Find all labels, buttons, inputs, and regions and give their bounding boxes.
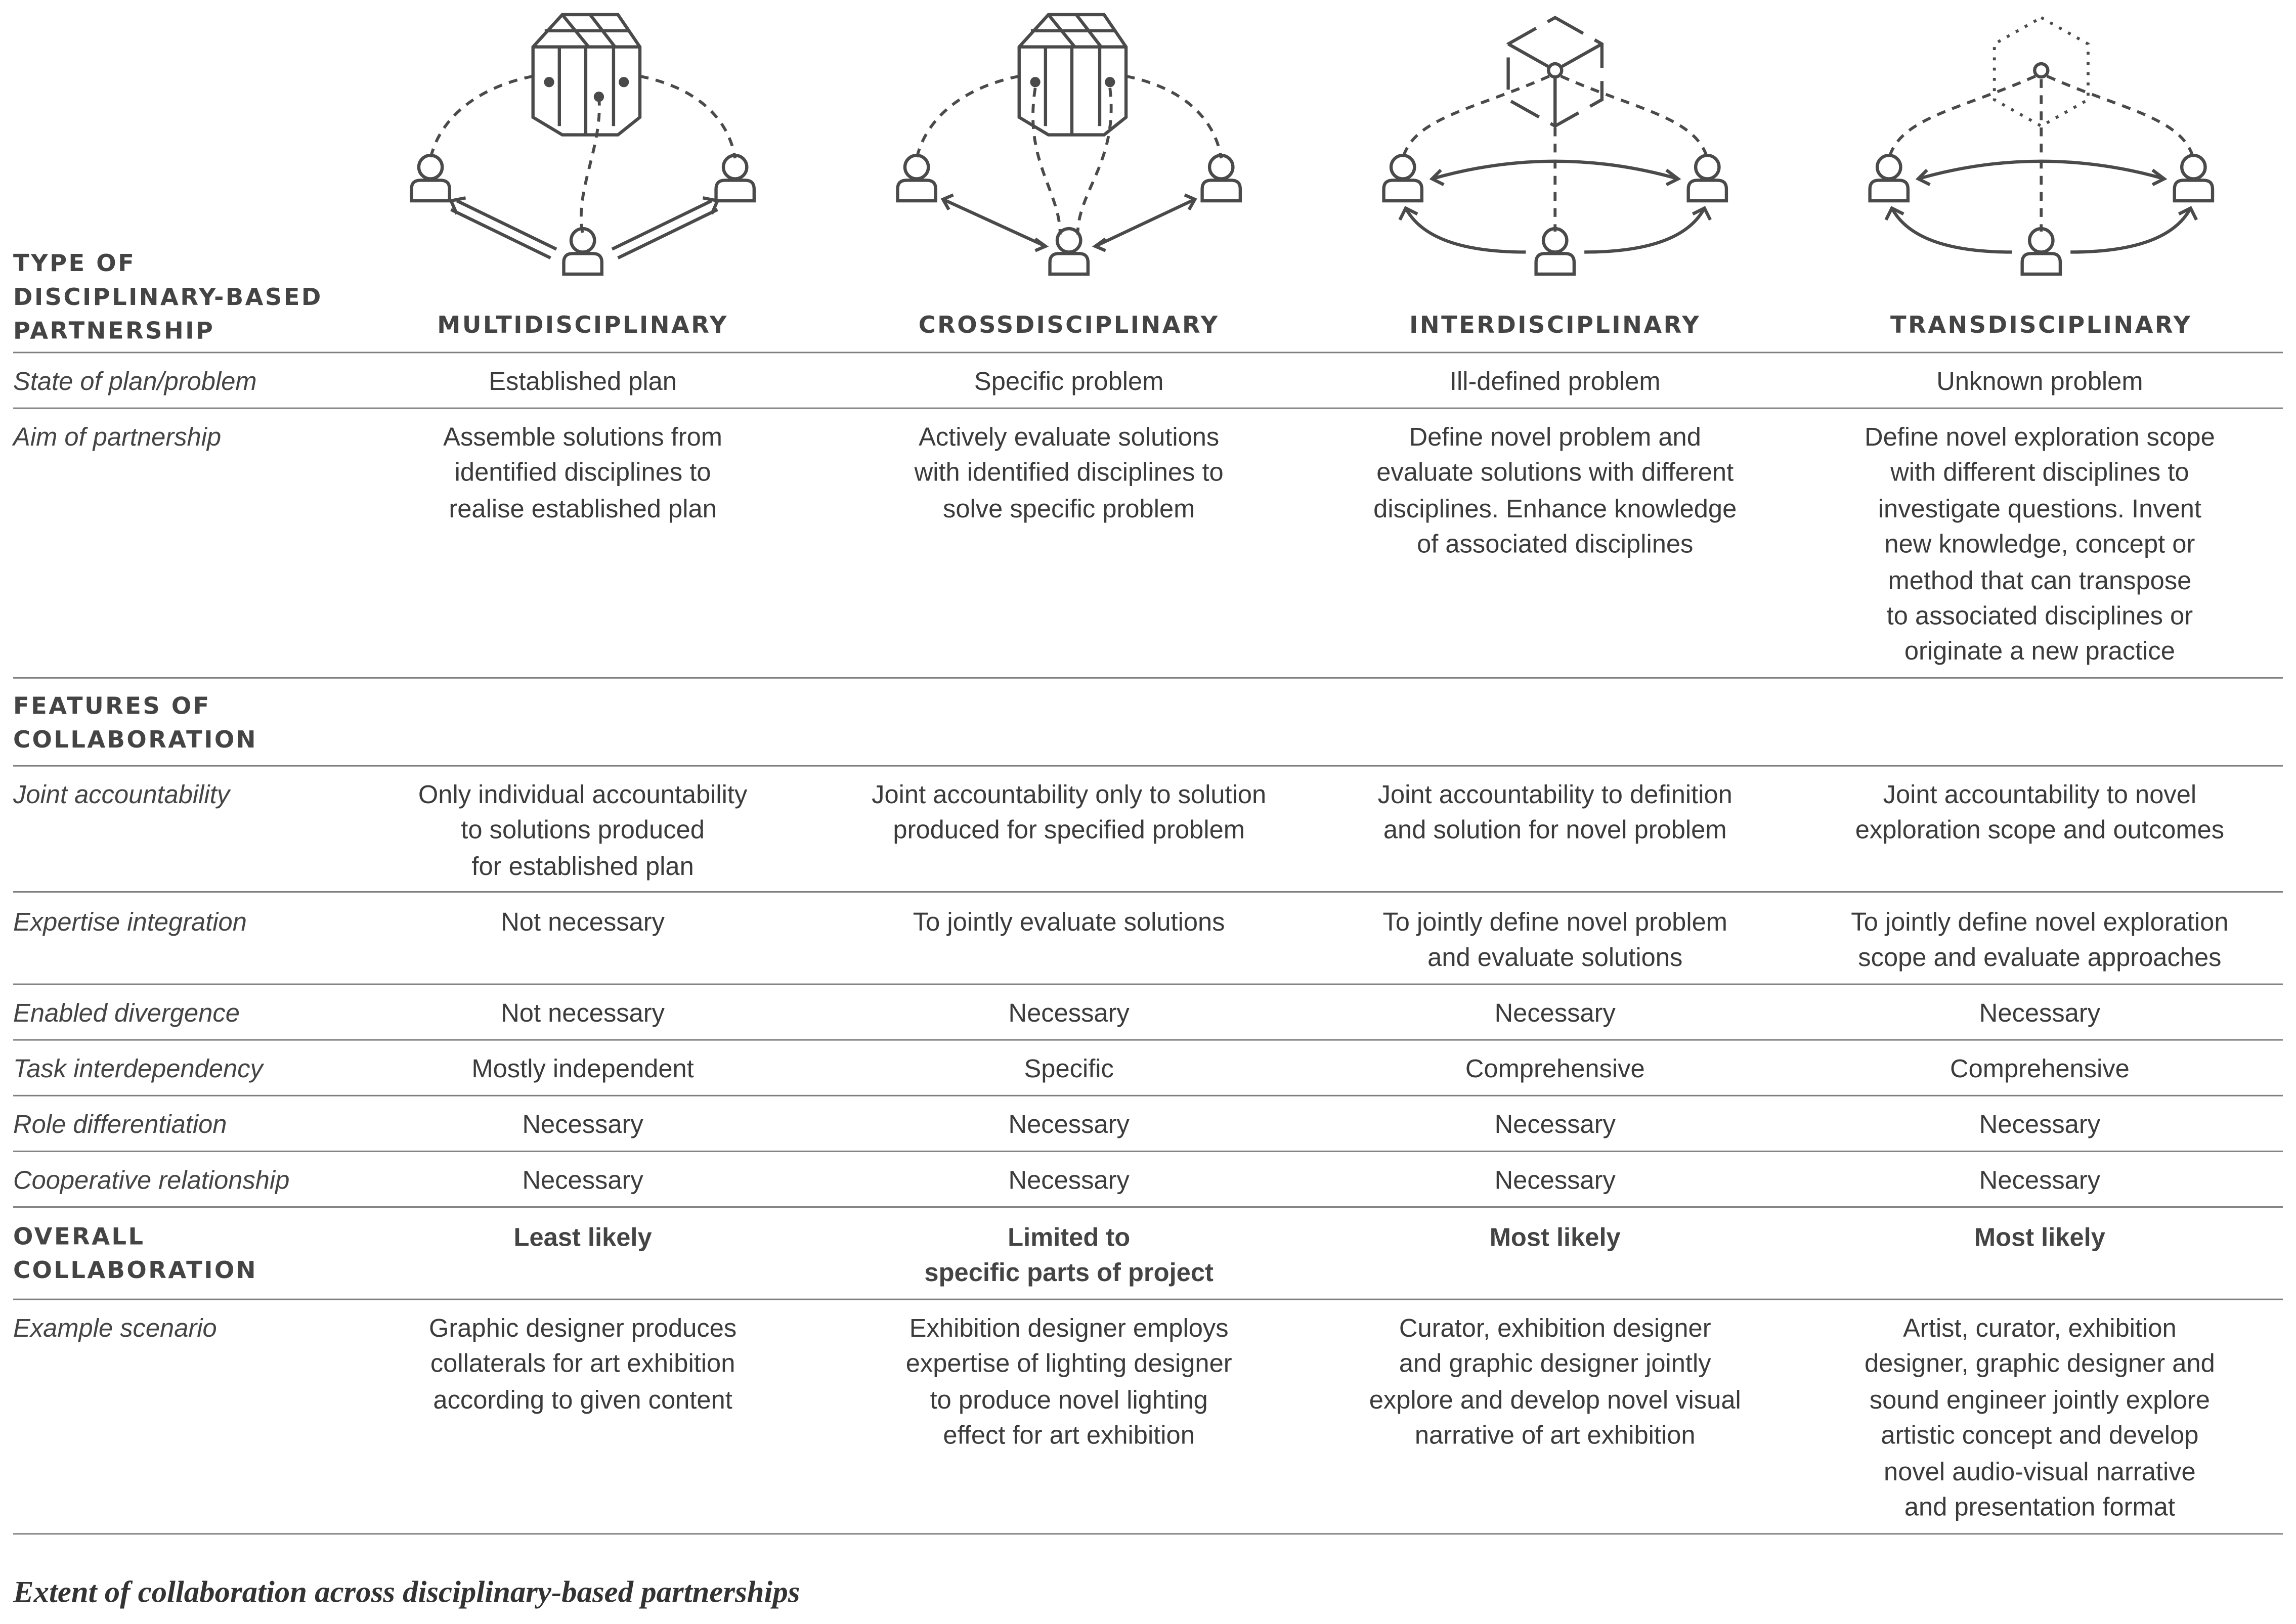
divider <box>13 352 2283 354</box>
cell: Most likely <box>1974 1222 2105 1252</box>
row-label-state: State of plan/problem <box>13 366 257 396</box>
row-label-aim: Aim of partnership <box>13 422 222 452</box>
crossdisciplinary-icon <box>884 0 1253 290</box>
cell: Curator, exhibition designer and graphic designer jointly explore and develop novel visual narrative of art exhibition <box>1369 1313 1741 1450</box>
cell: Necessary <box>1979 1165 2101 1195</box>
cell: Necessary <box>1979 998 2101 1028</box>
cell: Necessary <box>1979 1109 2101 1139</box>
type-of-partnership-heading: TYPE OF DISCIPLINARY-BASED PARTNERSHIP <box>13 249 323 345</box>
multidisciplinary-icon <box>398 0 767 290</box>
cell: Assemble solutions from identified disciplines to realise established plan <box>443 422 723 523</box>
cell: To jointly define novel problem and evaluate solutions <box>1382 907 1727 973</box>
cell: Necessary <box>1494 1165 1616 1195</box>
cell: Specific <box>1024 1054 1114 1083</box>
column-heading-transdisciplinary: TRANSDISCIPLINARY <box>1890 311 2192 339</box>
cell: Artist, curator, exhibition designer, graphic designer and sound engineer jointly explore artistic concept and develop novel audio-visual narrative and presentation format <box>1864 1313 2215 1522</box>
divider <box>13 1533 2283 1534</box>
row-label-cooperative-relationship: Cooperative relationship <box>13 1165 290 1195</box>
cell: Most likely <box>1489 1222 1621 1252</box>
divider <box>13 765 2283 767</box>
row-label-example-scenario: Example scenario <box>13 1313 217 1343</box>
features-of-collaboration-heading: FEATURES OF COLLABORATION <box>13 691 258 754</box>
cell: Only individual accountability to solutions produced for established plan <box>418 779 748 881</box>
cell: Least likely <box>513 1222 652 1252</box>
cell: Define novel exploration scope with different disciplines to investigate questions. Invent new knowledge, concept or method that can transpose to associated disciplines or originate a new practice <box>1864 422 2215 666</box>
cell: Joint accountability to novel exploration scope and outcomes <box>1855 779 2225 845</box>
cell: Not necessary <box>501 998 665 1028</box>
cell: Unknown problem <box>1936 366 2143 396</box>
transdisciplinary-icon <box>1857 0 2226 290</box>
divider <box>13 677 2283 679</box>
cell: Limited to specific parts of project <box>924 1222 1214 1288</box>
row-label-joint-accountability: Joint accountability <box>13 779 230 809</box>
overall-collaboration-heading: OVERALL COLLABORATION <box>13 1222 258 1284</box>
row-label-role-differentiation: Role differentiation <box>13 1109 227 1139</box>
column-heading-crossdisciplinary: CROSSDISCIPLINARY <box>918 311 1220 339</box>
interdisciplinary-icon <box>1371 0 1740 290</box>
divider <box>13 1206 2283 1208</box>
cell: Necessary <box>1494 998 1616 1028</box>
cell: Necessary <box>522 1165 643 1195</box>
cell: Joint accountability only to solution produced for specified problem <box>872 779 1267 845</box>
cell: To jointly evaluate solutions <box>913 907 1225 937</box>
divider <box>13 891 2283 893</box>
cell: Graphic designer produces collaterals for art exhibition according to given content <box>428 1313 737 1415</box>
cell: Specific problem <box>974 366 1164 396</box>
column-heading-multidisciplinary: MULTIDISCIPLINARY <box>437 311 728 339</box>
cell: Necessary <box>1008 1109 1130 1139</box>
row-label-task-interdependency: Task interdependency <box>13 1054 263 1083</box>
cell: Exhibition designer employs expertise of lighting designer to produce novel lighting effect for art exhibition <box>905 1313 1232 1450</box>
cell: Ill-defined problem <box>1449 366 1661 396</box>
column-heading-interdisciplinary: INTERDISCIPLINARY <box>1409 311 1701 339</box>
cell: Established plan <box>489 366 677 396</box>
cell: Necessary <box>1494 1109 1616 1139</box>
cell: Comprehensive <box>1950 1054 2130 1083</box>
divider <box>13 1299 2283 1300</box>
divider <box>13 984 2283 985</box>
cell: Necessary <box>1008 998 1130 1028</box>
divider <box>13 1151 2283 1152</box>
cell: Joint accountability to definition and solution for novel problem <box>1377 779 1732 845</box>
row-label-expertise-integration: Expertise integration <box>13 907 247 937</box>
row-label-enabled-divergence: Enabled divergence <box>13 998 240 1028</box>
divider <box>13 408 2283 409</box>
divider <box>13 1095 2283 1096</box>
figure-caption: Extent of collaboration across disciplinary-based partnerships <box>13 1574 800 1610</box>
cell: Not necessary <box>501 907 665 937</box>
cell: Comprehensive <box>1465 1054 1645 1083</box>
cell: Mostly independent <box>471 1054 694 1083</box>
cell: Actively evaluate solutions with identified disciplines to solve specific problem <box>914 422 1224 523</box>
cell: Define novel problem and evaluate solutions with different disciplines. Enhance knowledge of associated disciplines <box>1373 422 1737 559</box>
cell: Necessary <box>1008 1165 1130 1195</box>
cell: Necessary <box>522 1109 643 1139</box>
divider <box>13 1039 2283 1041</box>
cell: To jointly define novel exploration scope and evaluate approaches <box>1851 907 2229 973</box>
